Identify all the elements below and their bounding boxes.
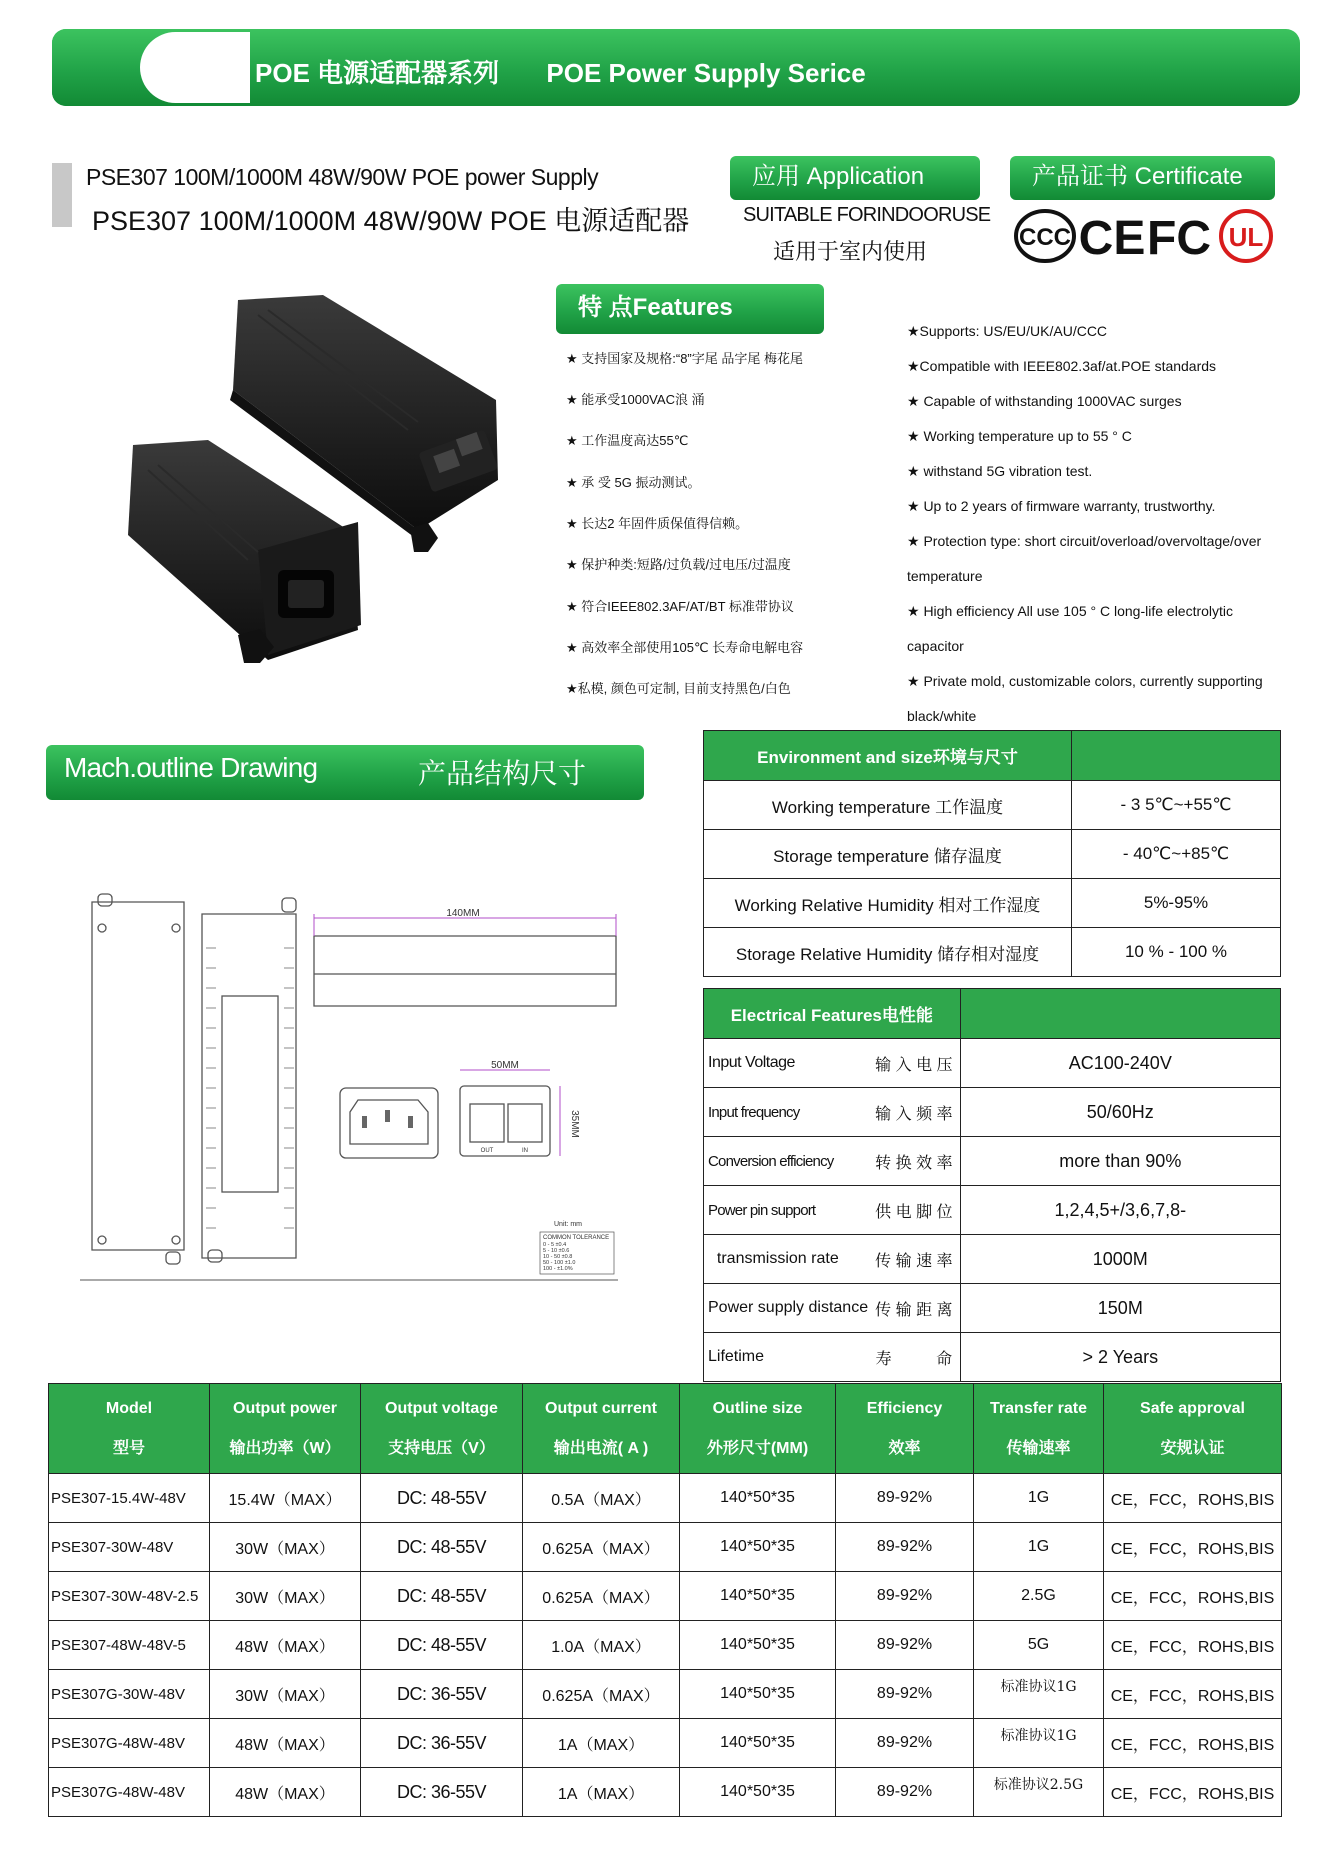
- model-name-cell: PSE307G-48W-48V: [49, 1768, 210, 1817]
- transfer-rate-cell: 2.5G: [974, 1572, 1104, 1621]
- safe-approval-cell: CE，FCC，ROHS,BIS: [1104, 1768, 1282, 1817]
- ccc-logo-text: CCC: [1019, 224, 1071, 251]
- certificate-logos: [1014, 206, 1274, 266]
- model-header-cn: 支持电压（V）: [388, 1439, 495, 1457]
- tolerance-header: COMMON TOLERANCE: [543, 1235, 610, 1241]
- env-label: Storage temperature 储存温度: [704, 830, 1072, 879]
- electrical-table: [703, 988, 1281, 1382]
- model-name-cell: PSE307G-30W-48V: [49, 1670, 210, 1719]
- model-header-cn: 效率: [888, 1439, 921, 1457]
- safe-approval-cell: CE，FCC，ROHS,BIS: [1104, 1621, 1282, 1670]
- elec-label-cn: 传 输 距 离: [868, 1284, 960, 1333]
- transfer-rate-cell: 标准协议1G: [974, 1719, 1104, 1768]
- outline-size-cell: 140*50*35: [680, 1719, 836, 1768]
- table-row: [49, 1719, 1282, 1768]
- model-header-en: Efficiency: [866, 1399, 943, 1417]
- feature-en-item: ★ withstand 5G vibration test.: [907, 463, 1093, 479]
- model-header-cell: [361, 1384, 523, 1474]
- feature-cn-item: ★ 长达2 年固件质保值得信赖。: [566, 516, 749, 531]
- feature-en-item: ★Supports: US/EU/UK/AU/CCC: [907, 323, 1108, 339]
- model-header-en: Output power: [233, 1399, 337, 1417]
- tolerance-row: 10 - 50 ±0.8: [543, 1254, 573, 1260]
- table-row: [49, 1523, 1282, 1572]
- environment-header-blank: [1072, 731, 1281, 781]
- fc-logo-text: FC: [1147, 212, 1211, 265]
- safe-approval-cell: CE，FCC，ROHS,BIS: [1104, 1670, 1282, 1719]
- feature-cn-item: ★ 承 受 5G 振动测试。: [566, 475, 701, 490]
- ccc-logo-icon: [1014, 208, 1076, 264]
- safe-approval-cell: CE，FCC，ROHS,BIS: [1104, 1523, 1282, 1572]
- output-power-cell: 30W（MAX）: [210, 1572, 361, 1621]
- transfer-rate-cell: 1G: [974, 1474, 1104, 1523]
- model-header-cn: 型号: [112, 1439, 145, 1457]
- ul-logo-icon: [1218, 208, 1274, 264]
- feature-en-item: ★ Protection type: short circuit/overload/overvoltage/over: [907, 533, 1262, 549]
- feature-cn-item: ★ 能承受1000VAC浪 涌: [566, 392, 705, 407]
- drawing-label-en: Mach.outline Drawing: [64, 752, 318, 783]
- output-power-cell: 30W（MAX）: [210, 1523, 361, 1572]
- output-voltage-cell: DC: 36-55V: [361, 1768, 523, 1817]
- elec-label-en: Conversion efficiency: [704, 1137, 869, 1186]
- unit-label: Unit: mm: [554, 1221, 582, 1228]
- environment-header: Environment and size环境与尺寸: [704, 731, 1072, 781]
- model-table: [48, 1383, 1282, 1817]
- model-header-en: Output current: [545, 1399, 657, 1417]
- output-voltage-cell: DC: 36-55V: [361, 1670, 523, 1719]
- header-banner-notch: [140, 32, 250, 103]
- model-header-en: Safe approval: [1140, 1399, 1245, 1417]
- env-value: - 3 5℃~+55℃: [1072, 781, 1281, 830]
- elec-label-cn: 输 入 电 压: [868, 1039, 960, 1088]
- efficiency-cell: 89-92%: [836, 1670, 974, 1719]
- env-label: Working temperature 工作温度: [704, 781, 1072, 830]
- efficiency-cell: 89-92%: [836, 1572, 974, 1621]
- feature-en-item: black/white: [907, 708, 977, 724]
- feature-cn-item: ★ 保护种类:短路/过负载/过电压/过温度: [566, 557, 791, 572]
- elec-label-en: Lifetime: [704, 1333, 869, 1382]
- elec-label-en: transmission rate: [704, 1235, 869, 1284]
- model-header-cell: [680, 1384, 836, 1474]
- table-row: [49, 1572, 1282, 1621]
- feature-en-item: temperature: [907, 568, 983, 584]
- drawing-label-cn: 产品结构尺寸: [418, 758, 587, 789]
- model-name-cell: PSE307-30W-48V: [49, 1523, 210, 1572]
- efficiency-cell: 89-92%: [836, 1621, 974, 1670]
- product-title-cn: PSE307 100M/1000M 48W/90W POE 电源适配器: [92, 206, 690, 236]
- table-row: [49, 1474, 1282, 1523]
- model-header-en: Output voltage: [385, 1399, 498, 1417]
- output-voltage-cell: DC: 36-55V: [361, 1719, 523, 1768]
- model-header-en: Model: [105, 1399, 153, 1417]
- table-row: [49, 1621, 1282, 1670]
- model-name-cell: PSE307-48W-48V-5: [49, 1621, 210, 1670]
- feature-cn-item: ★私模, 颜色可定制, 目前支持黑色/白色: [566, 681, 791, 696]
- elec-label-cn: 供 电 脚 位: [868, 1186, 960, 1235]
- elec-label-en: Input frequency: [704, 1088, 869, 1137]
- electrical-header: Electrical Features电性能: [704, 989, 961, 1039]
- ce-logo-icon: [1078, 208, 1146, 265]
- output-current-cell: 1A（MAX）: [523, 1719, 680, 1768]
- output-current-cell: 0.625A（MAX）: [523, 1523, 680, 1572]
- certificate-label: 产品证书 Certificate: [1010, 156, 1275, 200]
- outline-size-cell: 140*50*35: [680, 1474, 836, 1523]
- elec-value: AC100-240V: [960, 1039, 1280, 1088]
- outline-size-cell: 140*50*35: [680, 1523, 836, 1572]
- output-power-cell: 15.4W（MAX）: [210, 1474, 361, 1523]
- outline-size-cell: 140*50*35: [680, 1768, 836, 1817]
- electrical-header-blank: [960, 989, 1280, 1039]
- table-row: [49, 1670, 1282, 1719]
- title-accent-bar: [52, 163, 72, 227]
- ce-logo-text: CE: [1078, 212, 1146, 265]
- tolerance-row: 100 - ±1.0%: [543, 1266, 573, 1272]
- dim-height-label: 35MM: [569, 1110, 580, 1138]
- feature-en-item: ★Compatible with IEEE802.3af/at.POE standards: [907, 358, 1217, 374]
- model-header-cell: [210, 1384, 361, 1474]
- product-title-en: PSE307 100M/1000M 48W/90W POE power Supply: [86, 164, 599, 190]
- safe-approval-cell: CE，FCC，ROHS,BIS: [1104, 1474, 1282, 1523]
- model-header-cell: [523, 1384, 680, 1474]
- model-table-body: [49, 1474, 1282, 1817]
- header-title-en: POE Power Supply Serice: [546, 58, 866, 88]
- tolerance-row: 50 - 100 ±1.0: [543, 1260, 576, 1266]
- feature-cn-item: ★ 工作温度高达55℃: [566, 433, 689, 448]
- transfer-rate-cell: 标准协议1G: [974, 1670, 1104, 1719]
- output-voltage-cell: DC: 48-55V: [361, 1572, 523, 1621]
- elec-value: 1000M: [960, 1235, 1280, 1284]
- output-voltage-cell: DC: 48-55V: [361, 1523, 523, 1572]
- feature-en-item: capacitor: [907, 638, 964, 654]
- elec-value: 150M: [960, 1284, 1280, 1333]
- ul-logo-text: UL: [1228, 222, 1264, 252]
- output-voltage-cell: DC: 48-55V: [361, 1621, 523, 1670]
- model-name-cell: PSE307-30W-48V-2.5: [49, 1572, 210, 1621]
- feature-en-item: ★ Up to 2 years of firmware warranty, trustworthy.: [907, 498, 1216, 514]
- dim-length-label: 140MM: [446, 908, 480, 919]
- header-title-cn: POE 电源适配器系列: [255, 58, 500, 88]
- feature-en-item: ★ Private mold, customizable colors, currently supporting: [907, 673, 1263, 689]
- elec-label-en: Power pin support: [704, 1186, 869, 1235]
- model-header-en: Transfer rate: [990, 1399, 1087, 1417]
- output-current-cell: 1A（MAX）: [523, 1768, 680, 1817]
- model-name-cell: PSE307-15.4W-48V: [49, 1474, 210, 1523]
- output-power-cell: 30W（MAX）: [210, 1670, 361, 1719]
- output-power-cell: 48W（MAX）: [210, 1621, 361, 1670]
- model-header-cn: 输出电流( A ): [553, 1439, 649, 1457]
- elec-value: 1,2,4,5+/3,6,7,8-: [960, 1186, 1280, 1235]
- outline-drawing: [78, 888, 638, 1288]
- model-header-cn: 输出功率（W）: [229, 1439, 341, 1457]
- header-title: [255, 53, 906, 90]
- feature-en-item: ★ Capable of withstanding 1000VAC surges: [907, 393, 1182, 409]
- application-text-cn: 适用于室内使用: [773, 239, 928, 264]
- model-name-cell: PSE307G-48W-48V: [49, 1719, 210, 1768]
- tolerance-row: 0 - 5 ±0.4: [543, 1242, 567, 1248]
- transfer-rate-cell: 1G: [974, 1523, 1104, 1572]
- elec-label-cn: 寿 命: [868, 1333, 960, 1382]
- output-power-cell: 48W（MAX）: [210, 1719, 361, 1768]
- feature-cn-item: ★ 支持国家及规格:“8”字尾 品字尾 梅花尾: [566, 351, 803, 366]
- table-row: [49, 1768, 1282, 1817]
- product-photo: [118, 290, 506, 670]
- elec-label-cn: 转 换 效 率: [868, 1137, 960, 1186]
- model-header-cn: 外形尺寸(MM): [706, 1439, 809, 1457]
- fc-logo-icon: [1148, 208, 1210, 264]
- dim-width-label: 50MM: [491, 1060, 519, 1071]
- model-header-cell: [974, 1384, 1104, 1474]
- transfer-rate-cell: 标准协议2.5G: [974, 1768, 1104, 1817]
- elec-label-en: Power supply distance: [704, 1284, 869, 1333]
- outline-size-cell: 140*50*35: [680, 1621, 836, 1670]
- feature-en-item: ★ High efficiency All use 105 ° C long-life electrolytic: [907, 603, 1234, 619]
- efficiency-cell: 89-92%: [836, 1768, 974, 1817]
- model-header-cell: [49, 1384, 210, 1474]
- output-current-cell: 0.5A（MAX）: [523, 1474, 680, 1523]
- model-header-en: Outline size: [712, 1399, 803, 1417]
- environment-table: [703, 730, 1281, 977]
- tolerance-row: 5 - 10 ±0.6: [543, 1248, 570, 1254]
- output-power-cell: 48W（MAX）: [210, 1768, 361, 1817]
- safe-approval-cell: CE，FCC，ROHS,BIS: [1104, 1572, 1282, 1621]
- env-label: Storage Relative Humidity 储存相对湿度: [704, 928, 1072, 977]
- port-out-label: OUT: [480, 1148, 494, 1154]
- elec-value: > 2 Years: [960, 1333, 1280, 1382]
- model-header-cell: [836, 1384, 974, 1474]
- model-header-cn: 传输速率: [1006, 1439, 1071, 1457]
- efficiency-cell: 89-92%: [836, 1719, 974, 1768]
- env-value: - 40℃~+85℃: [1072, 830, 1281, 879]
- env-label: Working Relative Humidity 相对工作湿度: [704, 879, 1072, 928]
- output-voltage-cell: DC: 48-55V: [361, 1474, 523, 1523]
- features-label: 特 点Features: [556, 284, 824, 334]
- output-current-cell: 0.625A（MAX）: [523, 1670, 680, 1719]
- application-label: 应用 Application: [730, 156, 980, 200]
- feature-cn-item: ★ 符合IEEE802.3AF/AT/BT 标准带协议: [566, 599, 794, 614]
- application-text-en: SUITABLE FORINDOORUSE: [743, 204, 991, 226]
- env-value: 5%-95%: [1072, 879, 1281, 928]
- port-in-label: IN: [522, 1148, 528, 1154]
- elec-label-cn: 输 入 频 率: [868, 1088, 960, 1137]
- efficiency-cell: 89-92%: [836, 1474, 974, 1523]
- feature-cn-item: ★ 高效率全部使用105℃ 长寿命电解电容: [566, 640, 804, 655]
- output-current-cell: 0.625A（MAX）: [523, 1572, 680, 1621]
- elec-value: 50/60Hz: [960, 1088, 1280, 1137]
- model-header-cn: 安规认证: [1160, 1439, 1225, 1457]
- transfer-rate-cell: 5G: [974, 1621, 1104, 1670]
- elec-label-cn: 传 输 速 率: [868, 1235, 960, 1284]
- output-current-cell: 1.0A（MAX）: [523, 1621, 680, 1670]
- elec-value: more than 90%: [960, 1137, 1280, 1186]
- efficiency-cell: 89-92%: [836, 1523, 974, 1572]
- outline-size-cell: 140*50*35: [680, 1670, 836, 1719]
- env-value: 10 % - 100 %: [1072, 928, 1281, 977]
- safe-approval-cell: CE，FCC，ROHS,BIS: [1104, 1719, 1282, 1768]
- outline-size-cell: 140*50*35: [680, 1572, 836, 1621]
- elec-label-en: Input Voltage: [704, 1039, 869, 1088]
- feature-en-item: ★ Working temperature up to 55 ° C: [907, 428, 1132, 444]
- model-header-cell: [1104, 1384, 1282, 1474]
